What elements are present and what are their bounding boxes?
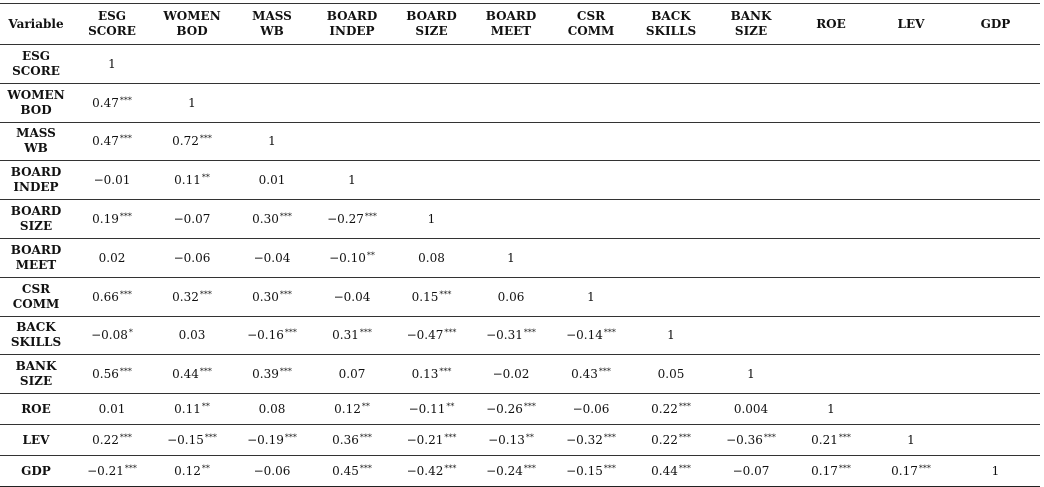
- significance-stars: ***: [838, 433, 851, 443]
- table-cell: 0.22***: [92, 433, 132, 448]
- table-cell: 0.03: [178, 328, 206, 343]
- table-cell: 1: [348, 173, 356, 188]
- table-cell: 0.05: [657, 367, 685, 382]
- table-cell: −0.32***: [566, 433, 616, 448]
- table-cell: [152, 45, 232, 84]
- table-cell: 1: [667, 328, 675, 343]
- table-cell: 0.22***: [651, 402, 691, 417]
- table-cell: [791, 45, 871, 84]
- row-header: LEV: [22, 432, 50, 447]
- significance-stars: **: [201, 173, 210, 183]
- table-cell: 1: [991, 464, 1000, 479]
- table-cell: [312, 45, 392, 84]
- row-header: BACK SKILLS: [10, 320, 62, 350]
- table-cell: [711, 161, 791, 200]
- table-cell: [631, 200, 711, 239]
- table-cell: 0.39***: [252, 367, 292, 382]
- table-cell: [232, 45, 312, 84]
- table-cell: [791, 200, 871, 239]
- table-cell: −0.27***: [327, 212, 377, 227]
- table-cell: 0.19***: [92, 212, 132, 227]
- table-cell: −0.13**: [488, 433, 534, 448]
- table-cell: 1: [188, 95, 196, 110]
- significance-stars: ***: [279, 367, 292, 377]
- correlation-table: [0, 3, 1040, 487]
- table-cell: 0.12**: [174, 464, 210, 479]
- table-cell: [871, 122, 951, 161]
- table-cell: −0.14***: [566, 328, 616, 343]
- table-cell: −0.36***: [726, 433, 776, 448]
- table-row: [0, 200, 1040, 239]
- column-header-variable: Variable: [0, 4, 72, 45]
- significance-stars: ***: [678, 402, 691, 412]
- table-row: [0, 456, 1040, 487]
- table-cell: 0.56***: [92, 367, 132, 382]
- table-cell: [631, 45, 711, 84]
- table-cell: 1: [747, 367, 755, 382]
- table-cell: [951, 316, 1040, 355]
- table-row: [0, 355, 1040, 394]
- table-row: [0, 122, 1040, 161]
- significance-stars: **: [361, 402, 370, 412]
- column-header: BOARD SIZE: [392, 4, 471, 45]
- significance-stars: ***: [199, 367, 212, 377]
- table-cell: 1: [507, 250, 515, 265]
- significance-stars: ***: [119, 289, 132, 299]
- table-cell: [631, 161, 711, 200]
- row-header: BOARD MEET: [10, 242, 62, 272]
- table-cell: [392, 83, 471, 122]
- significance-stars: ***: [359, 433, 372, 443]
- significance-stars: ***: [279, 289, 292, 299]
- column-header: WOMEN BOD: [152, 4, 232, 45]
- table-row: [0, 394, 1040, 425]
- table-cell: −0.01: [93, 173, 131, 188]
- row-header: BOARD SIZE: [10, 204, 62, 234]
- table-row: [0, 161, 1040, 200]
- row-header: MASS WB: [16, 126, 56, 156]
- significance-stars: ***: [603, 433, 616, 443]
- significance-stars: ***: [119, 95, 132, 105]
- significance-stars: ***: [678, 464, 691, 474]
- table-cell: [791, 277, 871, 316]
- column-header: BACK SKILLS: [631, 4, 711, 45]
- significance-stars: ***: [119, 433, 132, 443]
- column-header: BANK SIZE: [711, 4, 791, 45]
- table-cell: −0.24***: [486, 464, 536, 479]
- table-row: [0, 316, 1040, 355]
- significance-stars: ***: [603, 328, 616, 338]
- row-header: CSR COMM: [12, 281, 60, 311]
- table-cell: 1: [827, 402, 835, 417]
- significance-stars: ***: [598, 367, 611, 377]
- significance-stars: ***: [439, 289, 452, 299]
- table-cell: [951, 355, 1040, 394]
- table-cell: [471, 161, 551, 200]
- row-header: GDP: [21, 463, 51, 478]
- table-cell: 0.31***: [332, 328, 372, 343]
- significance-stars: ***: [523, 464, 536, 474]
- significance-stars: ***: [439, 367, 452, 377]
- table-cell: −0.26***: [486, 402, 536, 417]
- table-cell: 0.32***: [172, 289, 212, 304]
- significance-stars: ***: [284, 433, 297, 443]
- table-body: [0, 45, 1040, 487]
- table-cell: [951, 83, 1040, 122]
- significance-stars: ***: [119, 367, 132, 377]
- table-cell: 1: [268, 134, 276, 149]
- table-cell: 0.45***: [332, 464, 372, 479]
- table-cell: [471, 200, 551, 239]
- table-cell: −0.31***: [486, 328, 536, 343]
- significance-stars: ***: [359, 464, 372, 474]
- table-cell: [951, 200, 1040, 239]
- table-cell: [711, 122, 791, 161]
- table-cell: −0.07: [173, 212, 211, 227]
- table-cell: 0.47***: [92, 95, 132, 110]
- table-cell: 0.004: [733, 402, 769, 417]
- significance-stars: ***: [119, 134, 132, 144]
- table-cell: [631, 238, 711, 277]
- significance-stars: ***: [523, 402, 536, 412]
- significance-stars: ***: [763, 433, 776, 443]
- table-cell: −0.06: [572, 402, 610, 417]
- table-cell: [791, 122, 871, 161]
- significance-stars: *: [128, 328, 133, 338]
- table-cell: 0.47***: [92, 134, 132, 149]
- table-cell: −0.42***: [406, 464, 457, 479]
- table-cell: [871, 394, 951, 425]
- significance-stars: ***: [124, 464, 137, 474]
- table-cell: −0.10**: [329, 250, 375, 265]
- table-cell: −0.47***: [406, 328, 457, 343]
- header-row: [0, 4, 1040, 45]
- row-header: BOARD INDEP: [10, 165, 62, 195]
- table-cell: 0.44***: [651, 464, 691, 479]
- table-cell: [791, 316, 871, 355]
- significance-stars: **: [446, 402, 455, 412]
- table-cell: [551, 238, 631, 277]
- significance-stars: ***: [678, 433, 691, 443]
- column-header: ROE: [791, 4, 871, 45]
- table-cell: [951, 277, 1040, 316]
- table-cell: −0.21***: [87, 464, 137, 479]
- table-cell: −0.15***: [566, 464, 616, 479]
- row-header: BANK SIZE: [15, 359, 57, 389]
- column-header: BOARD MEET: [471, 4, 551, 45]
- table-cell: 0.15***: [411, 289, 452, 304]
- table-cell: [711, 45, 791, 84]
- table-cell: [711, 277, 791, 316]
- table-cell: 0.07: [338, 367, 366, 382]
- row-header: ESG SCORE: [12, 48, 60, 78]
- table-cell: [631, 122, 711, 161]
- table-cell: [871, 238, 951, 277]
- table-cell: −0.06: [173, 250, 211, 265]
- table-cell: [951, 394, 1040, 425]
- table-cell: [791, 161, 871, 200]
- table-cell: [791, 83, 871, 122]
- table-cell: [471, 45, 551, 84]
- table-cell: [791, 238, 871, 277]
- table-cell: [951, 238, 1040, 277]
- row-header: ROE: [21, 401, 51, 416]
- table-cell: [551, 122, 631, 161]
- table-cell: [312, 83, 392, 122]
- table-row: [0, 277, 1040, 316]
- table-cell: 0.02: [98, 250, 126, 265]
- table-cell: −0.21***: [406, 433, 457, 448]
- table-cell: [951, 425, 1040, 456]
- row-header: WOMEN BOD: [7, 87, 65, 117]
- table-cell: [871, 355, 951, 394]
- table-cell: [471, 122, 551, 161]
- table-cell: 1: [587, 289, 595, 304]
- table-cell: [551, 83, 631, 122]
- table-row: [0, 425, 1040, 456]
- table-cell: 0.08: [258, 402, 286, 417]
- table-cell: 0.22***: [651, 433, 691, 448]
- table-cell: 0.36***: [332, 433, 372, 448]
- table-cell: [631, 83, 711, 122]
- table-cell: [951, 122, 1040, 161]
- significance-stars: ***: [603, 464, 616, 474]
- significance-stars: **: [201, 402, 210, 412]
- table-cell: −0.06: [253, 464, 291, 479]
- column-header: BOARD INDEP: [312, 4, 392, 45]
- table-cell: [871, 161, 951, 200]
- table-cell: 0.30***: [252, 289, 292, 304]
- table-cell: −0.16***: [247, 328, 297, 343]
- table-cell: 0.43***: [571, 367, 611, 382]
- table-cell: [711, 238, 791, 277]
- table-cell: [871, 277, 951, 316]
- table-cell: −0.04: [253, 250, 291, 265]
- significance-stars: ***: [364, 212, 377, 222]
- significance-stars: **: [525, 433, 534, 443]
- significance-stars: ***: [199, 289, 212, 299]
- table-cell: [871, 45, 951, 84]
- table-cell: −0.11**: [408, 402, 455, 417]
- table-cell: 0.01: [98, 402, 126, 417]
- significance-stars: ***: [119, 212, 132, 222]
- table-cell: 0.11**: [174, 402, 210, 417]
- table-cell: [471, 83, 551, 122]
- table-cell: 0.17***: [811, 464, 851, 479]
- table-cell: [392, 161, 471, 200]
- table-cell: [551, 200, 631, 239]
- table-cell: 1: [427, 212, 436, 227]
- significance-stars: **: [366, 250, 375, 260]
- column-header: LEV: [871, 4, 951, 45]
- column-header: ESG SCORE: [72, 4, 152, 45]
- table-cell: −0.19***: [247, 433, 297, 448]
- table-cell: 0.72***: [172, 134, 212, 149]
- table-row: [0, 83, 1040, 122]
- significance-stars: ***: [199, 134, 212, 144]
- table-cell: −0.07: [732, 464, 770, 479]
- table-cell: −0.04: [333, 289, 371, 304]
- significance-stars: ***: [838, 464, 851, 474]
- table-cell: 0.17***: [891, 464, 931, 479]
- table-cell: −0.08*: [91, 328, 133, 343]
- significance-stars: ***: [444, 464, 457, 474]
- table-cell: [711, 83, 791, 122]
- table-cell: [232, 83, 312, 122]
- table-cell: 0.21***: [811, 433, 851, 448]
- table-cell: [551, 161, 631, 200]
- table-cell: 0.06: [497, 289, 525, 304]
- table-cell: [392, 45, 471, 84]
- significance-stars: ***: [284, 328, 297, 338]
- table-cell: 1: [108, 56, 116, 71]
- significance-stars: **: [201, 464, 210, 474]
- table-cell: 0.11**: [174, 173, 210, 188]
- table-cell: [871, 200, 951, 239]
- significance-stars: ***: [279, 212, 292, 222]
- table-cell: [871, 83, 951, 122]
- table-cell: [312, 122, 392, 161]
- column-header: GDP: [951, 4, 1040, 45]
- table-cell: 0.13***: [411, 367, 452, 382]
- table-row: [0, 238, 1040, 277]
- table-cell: 1: [907, 433, 915, 448]
- significance-stars: ***: [204, 433, 217, 443]
- table-cell: [392, 122, 471, 161]
- table-cell: −0.15***: [167, 433, 217, 448]
- table-cell: 0.44***: [172, 367, 212, 382]
- table-cell: [631, 277, 711, 316]
- table-cell: 0.08: [418, 250, 445, 265]
- table-cell: 0.66***: [92, 289, 132, 304]
- significance-stars: ***: [918, 464, 931, 474]
- significance-stars: ***: [359, 328, 372, 338]
- table-cell: [711, 316, 791, 355]
- table-cell: 0.30***: [252, 212, 292, 227]
- significance-stars: ***: [444, 328, 457, 338]
- table-cell: 0.12**: [334, 402, 370, 417]
- table-cell: −0.02: [492, 367, 530, 382]
- table-cell: [791, 355, 871, 394]
- table-cell: [871, 316, 951, 355]
- table-cell: [951, 161, 1040, 200]
- significance-stars: ***: [523, 328, 536, 338]
- column-header: CSR COMM: [551, 4, 631, 45]
- significance-stars: ***: [444, 433, 457, 443]
- table-cell: [951, 45, 1040, 84]
- column-header: MASS WB: [232, 4, 312, 45]
- table-cell: 0.01: [258, 173, 286, 188]
- table-row: [0, 45, 1040, 84]
- table-cell: [551, 45, 631, 84]
- table-cell: [711, 200, 791, 239]
